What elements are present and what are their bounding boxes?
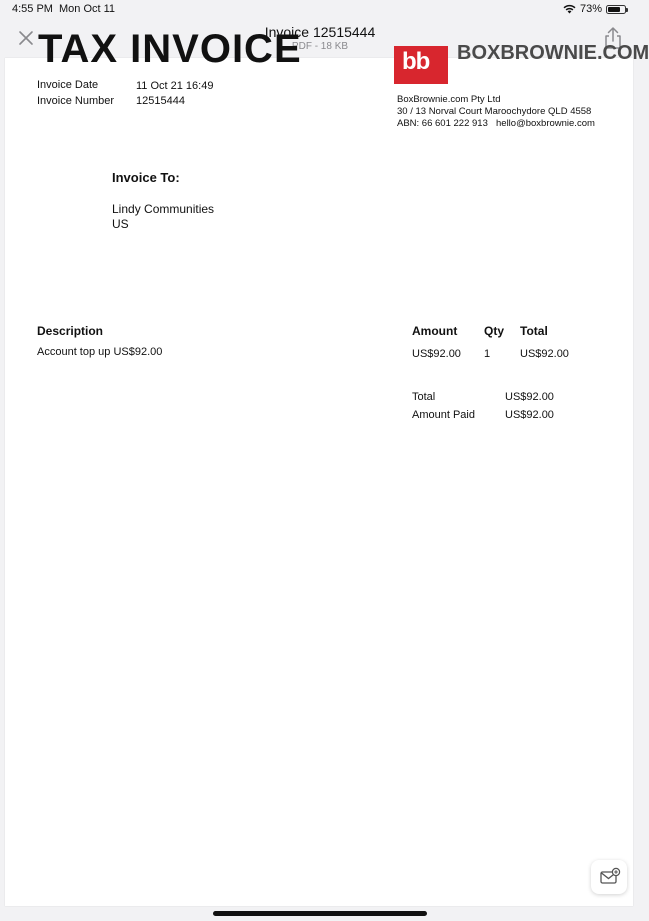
line-item-description: Account top up US$92.00 xyxy=(37,346,163,358)
total-header: Total xyxy=(520,324,548,338)
invoice-date-label: Invoice Date xyxy=(37,79,99,91)
status-time: 4:55 PM xyxy=(12,3,53,15)
company-logo xyxy=(394,42,649,84)
company-address: 30 / 13 Norval Court Maroochydore QLD 4558 xyxy=(397,106,592,117)
logo-text: BOXBROWNIE.COM xyxy=(457,42,649,64)
invoice-number-label: Invoice Number xyxy=(37,95,115,107)
invoice-date-value: 11 Oct 21 16:49 xyxy=(136,80,214,92)
invoice-number-value: 12515444 xyxy=(136,95,185,107)
qty-header: Qty xyxy=(484,324,505,338)
description-header: Description xyxy=(37,324,104,338)
battery-icon xyxy=(606,5,626,14)
company-abn: ABN: 66 601 222 913 xyxy=(397,118,488,129)
amount-header: Amount xyxy=(412,324,458,338)
invoice-heading: TAX INVOICE xyxy=(38,27,302,71)
amount-paid-value: US$92.00 xyxy=(505,409,554,421)
status-date: Mon Oct 11 xyxy=(59,3,116,15)
markup-button[interactable] xyxy=(591,860,627,894)
line-item-amount: US$92.00 xyxy=(412,348,461,360)
document-subtitle: PDF - 18 KB xyxy=(291,41,349,52)
home-indicator[interactable] xyxy=(213,911,427,916)
logo-mark-text: bb xyxy=(402,48,430,75)
summary-total-label: Total xyxy=(412,391,436,403)
wifi-icon xyxy=(563,4,576,14)
status-indicators xyxy=(563,3,626,15)
line-item-total: US$92.00 xyxy=(520,348,569,360)
invoice-to-label: Invoice To: xyxy=(112,170,180,185)
line-item-qty: 1 xyxy=(484,348,491,360)
invoice-to-country: US xyxy=(112,217,129,231)
battery-percent: 73% xyxy=(579,3,602,15)
envelope-badge-icon xyxy=(591,860,627,894)
document-title: Invoice 12515444 xyxy=(264,24,376,40)
status-bar xyxy=(0,0,640,20)
battery-level xyxy=(608,7,620,12)
amount-paid-label: Amount Paid xyxy=(412,409,475,421)
summary-total-value: US$92.00 xyxy=(505,391,554,403)
logo-mark xyxy=(394,46,448,84)
invoice-to-name: Lindy Communities xyxy=(112,202,215,216)
company-name: BoxBrownie.com Pty Ltd xyxy=(397,94,501,105)
company-email: hello@boxbrownie.com xyxy=(496,118,595,129)
